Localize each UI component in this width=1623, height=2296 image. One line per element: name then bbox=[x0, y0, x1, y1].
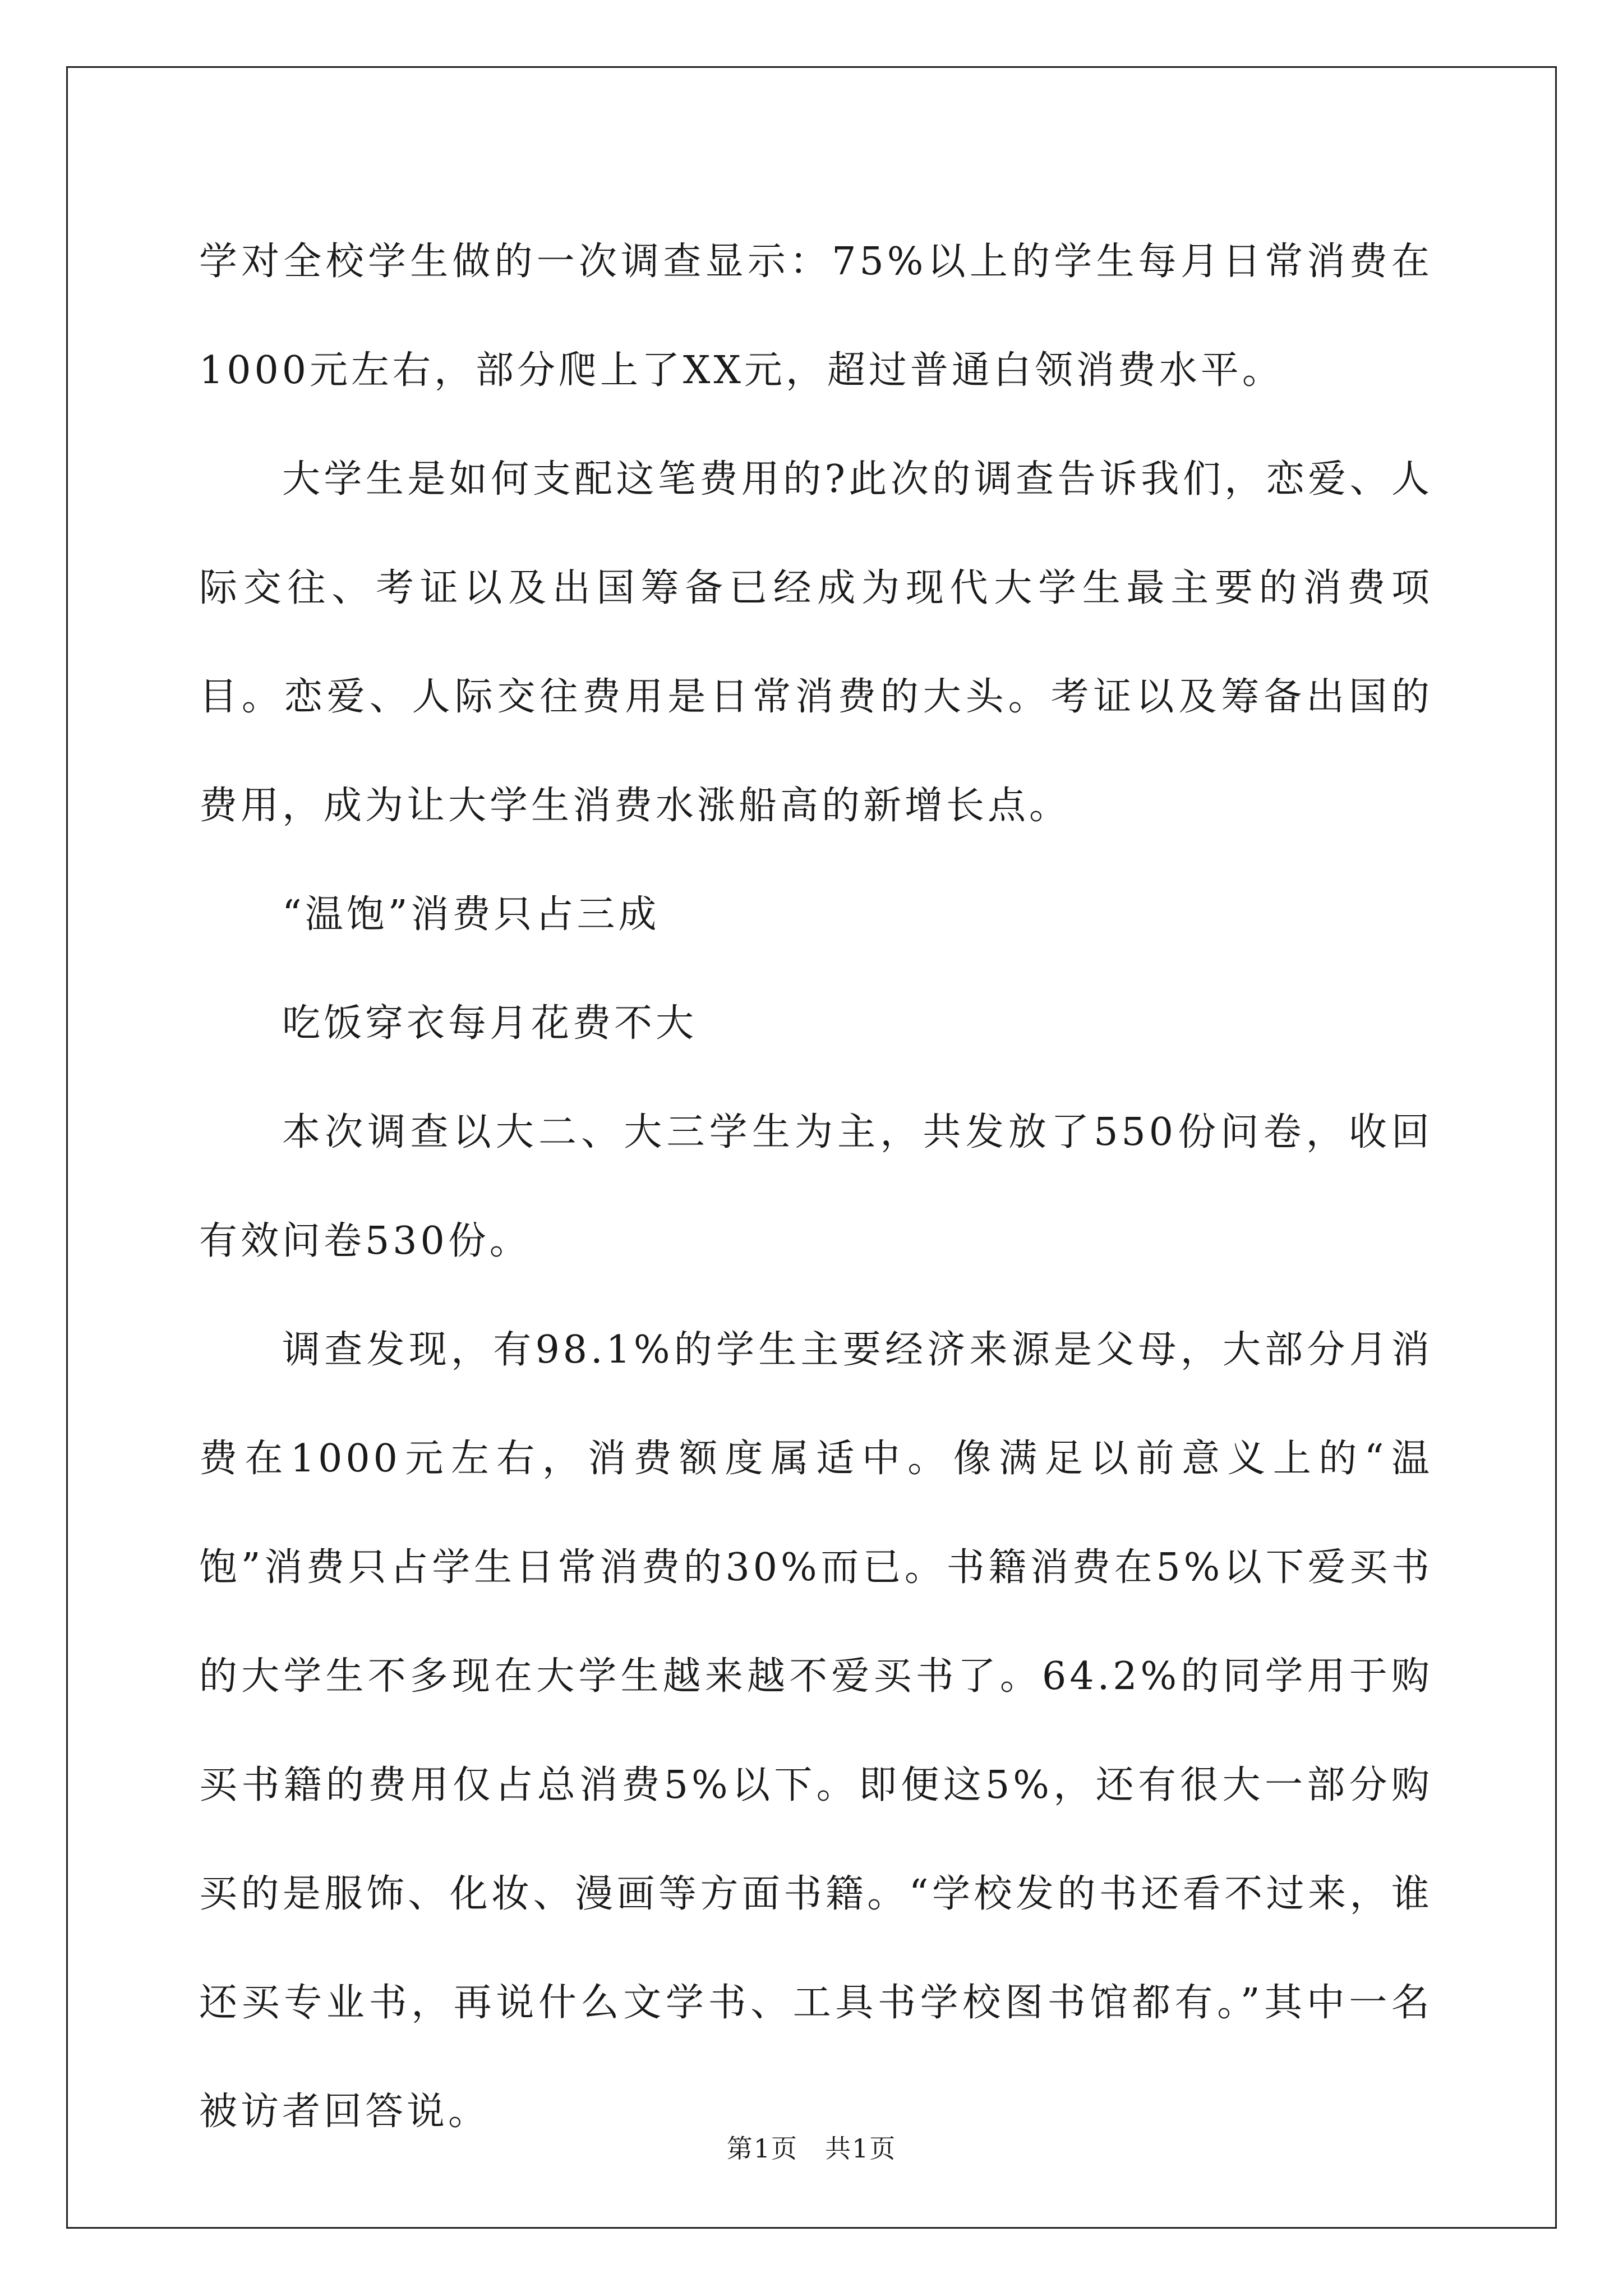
page-total: 共1页 bbox=[825, 2133, 897, 2164]
section-heading: “温饱”消费只占三成 bbox=[282, 892, 660, 937]
paragraph-continued: 学对全校学生做的一次调查显示：75%以上的学生每月日常消费在1000元左右，部分爬上了XX元，超过普通白领消费水平。 bbox=[199, 240, 1433, 393]
paragraph: 大学生是如何支配这笔费用的?此次的调查告诉我们，恋爱、人际交往、考证以及出国筹备已经成为现代大学生最主要的消费项目。恋爱、人际交往费用是日常消费的大头。考证以及筹备出国的费用，成为让大学生消费水涨船高的新增长点。 bbox=[199, 457, 1433, 828]
document-body bbox=[199, 208, 1433, 2166]
paragraph: 调查发现，有98.1%的学生主要经济来源是父母，大部分月消费在1000元左右，消费额度属适中。像满足以前意义上的“温饱”消费只占学生日常消费的30%而已。书籍消费在5%以下爱买书的大学生不多现在大学生越来越不爱买书了。64.2%的同学用于购买书籍的费用仅占总消费5%以下。即便这5%，还有很大一部分购买的是服饰、化妆、漫画等方面书籍。“学校发的书还看不过来，谁还买专业书，再说什么文学书、工具书学校图书馆都有。”其中一名被访者回答说。 bbox=[199, 1328, 1433, 2134]
page-number: 第1页 bbox=[726, 2133, 798, 2164]
paragraph: 本次调查以大二、大三学生为主，共发放了550份问卷，收回有效问卷530份。 bbox=[199, 1110, 1433, 1263]
page-footer bbox=[0, 2132, 1623, 2165]
section-subheading: 吃饭穿衣每月花费不大 bbox=[282, 1001, 698, 1046]
